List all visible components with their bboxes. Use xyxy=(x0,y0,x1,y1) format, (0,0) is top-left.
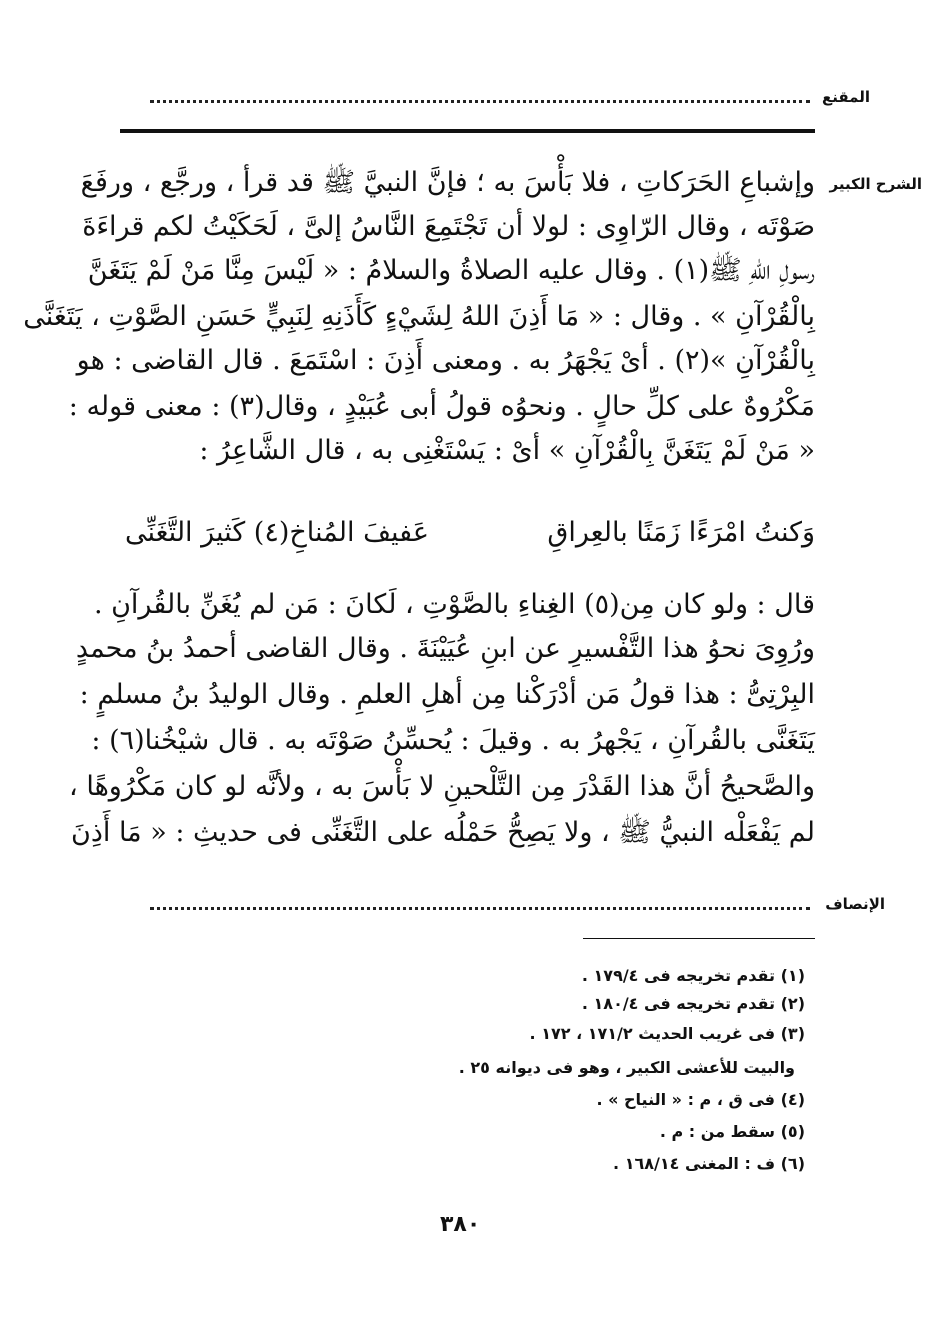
footnote: (٤) فى ق ، م : « النياح » . xyxy=(596,1090,805,1109)
footnote: والبيت للأعشى الكبير ، وهو فى ديوانه ٢٥ . xyxy=(458,1058,795,1077)
text-line: لم يَفْعَلْه النبيُّ ﷺ ، ولا يَصِحُّ حَمْلُه على التَّغَنِّى فى حديثِ : « مَا أَذِنَ xyxy=(71,817,815,848)
text-line: البِرْتِىُّ : هذا قولُ مَن أدْرَكْنا مِن أهلِ العلمِ . وقال الوليدُ بنُ مسلمٍ : xyxy=(79,679,815,710)
text-line: ورُوِىَ نحوُ هذا التَّفْسيرِ عن ابنِ عُيَيْنَةَ . وقال القاضى أحمدُ بنُ محمدٍ xyxy=(75,633,815,664)
footnote: (١) تقدم تخريجه فى ١٧٩/٤ . xyxy=(581,966,805,985)
verse-second-half: عَفيفَ المُناخِ(٤) كَثيرَ التَّغَنِّى xyxy=(125,517,429,548)
text-line: رسولِ اللهِ ﷺ(١) . وقال عليه الصلاةُ والسلامُ : « لَيْسَ مِنَّا مَنْ لَمْ يَتَغَنَّ xyxy=(87,255,815,286)
text-line: بِالْقُرْآنِ » . وقال : « مَا أَذِنَ اللهُ لِشَيْءٍ كَأَذَنِهِ لِنَبِيٍّ حَسَنِ الصَّوْتِ ، يَتَغَنَّى xyxy=(23,301,815,332)
footnote: (٣) فى غريب الحديث ١٧١/٢ ، ١٧٢ . xyxy=(529,1024,805,1043)
footnote: (٥) سقط من : م . xyxy=(659,1122,805,1141)
text-line: قال : ولو كان مِن(٥) الغِناءِ بالصَّوْتِ ، لَكانَ : مَن لم يُغَنِّ بالقُرآنِ . xyxy=(93,589,815,620)
text-line: « مَنْ لَمْ يَتَغَنَّ بِالْقُرْآنِ » أىْ : يَسْتَغْنِى به ، قال الشَّاعِرُ : xyxy=(199,435,815,466)
text-line: يَتَغَنَّى بالقُرآنِ ، يَجْهرُ به . وقيلَ : يُحسِّنُ صَوْتَه به . قال شيْخُنا(٦) : xyxy=(91,725,815,756)
main-section-label: الشرح الكبير xyxy=(829,175,922,193)
text-line: وإشباعِ الحَرَكاتِ ، فلا بَأْسَ به ؛ فإنَّ النبيَّ ﷺ قد قرأ ، ورجَّع ، ورفَعَ xyxy=(80,167,815,198)
header-rule xyxy=(120,129,815,133)
page-number: ٣٨٠ xyxy=(440,1212,481,1237)
footnote-separator xyxy=(583,938,815,939)
insaf-section-label: الإنصاف xyxy=(825,895,885,913)
footnote: (٢) تقدم تخريجه فى ١٨٠/٤ . xyxy=(581,994,805,1013)
text-line: والصَّحيحُ أنَّ هذا القَدْرَ مِن التَّلْحينِ لا بَأْسَ به ، ولأنَّه لو كان مَكْرُوهًا ، xyxy=(69,771,815,802)
insaf-dotted-line xyxy=(150,907,810,910)
text-line: صَوْتَه ، وقال الرّاوِى : لولا أن تَجْتَمِعَ النَّاسُ إلىَّ ، لَحَكَيْتُ لكم قراءَةَ xyxy=(82,211,815,242)
verse-first-half: وَكنتُ امْرَءًا زَمَنًا بالعِراقِ xyxy=(547,517,815,548)
header-dotted-line xyxy=(150,100,810,103)
text-line: بِالْقُرْآنِ »(٢) . أىْ يَجْهَرُ به . ومعنى أَذِنَ : اسْتَمَعَ . قال القاضى : هو xyxy=(76,345,815,376)
poetry-verse xyxy=(125,508,815,558)
text-line: مَكْرُوهٌ على كلِّ حالٍ . ونحوُه قولُ أبى عُبَيْدٍ ، وقال(٣) : معنى قوله : xyxy=(68,391,815,422)
header-section-label: المقنع xyxy=(822,88,870,106)
footnote: (٦) ف : المغنى ١٦٨/١٤ . xyxy=(613,1154,805,1173)
